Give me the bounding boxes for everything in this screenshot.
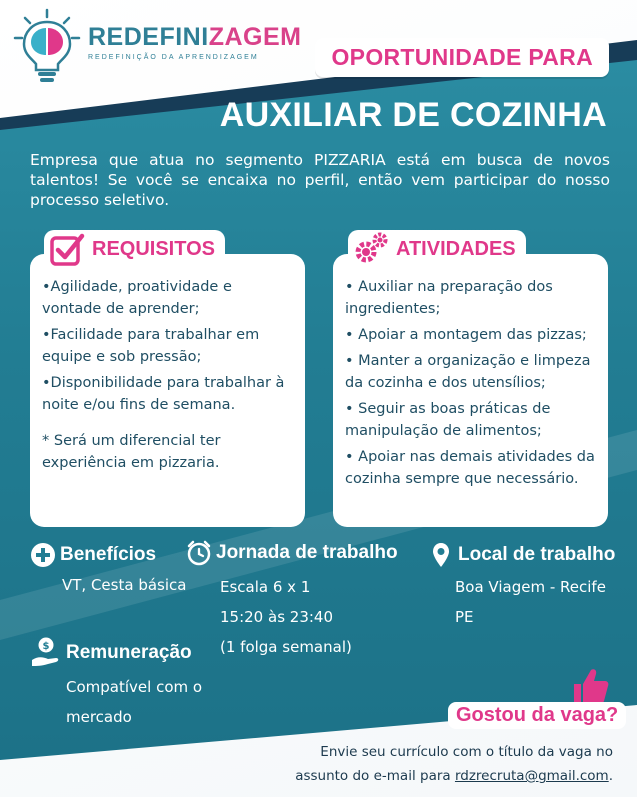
benefits-heading: Benefícios [30, 542, 156, 568]
activities-card [333, 254, 608, 527]
opportunity-pill: OPORTUNIDADE PARA [315, 38, 609, 77]
requirement-item: •Facilidade para trabalhar em equipe e sob pressão; [42, 327, 260, 365]
activities-heading [348, 230, 526, 268]
liked-the-job-label: Gostou da vaga? [448, 702, 626, 729]
requirements-card [30, 254, 305, 527]
activities-title: ATIVIDADES [396, 237, 516, 260]
brand-name: REDEFINIZAGEM [88, 23, 302, 51]
schedule-heading: Jornada de trabalho [186, 540, 398, 566]
map-pin-icon [428, 542, 454, 568]
schedule-text: Escala 6 x 1 15:20 às 23:40 (1 folga semanal) [220, 578, 352, 656]
svg-text:$: $ [42, 641, 50, 652]
contact-email-link[interactable]: rdzrecruta@gmail.com [454, 768, 609, 784]
gears-icon [352, 230, 390, 268]
activity-item: • Seguir as boas práticas de manipulação de alimentos; [345, 401, 551, 439]
requirements-title: REQUISITOS [92, 237, 215, 260]
apply-instructions: Envie seu currículo com o título da vaga no assunto do e-mail para rdzrecruta@gmail.com. [295, 744, 613, 784]
benefits-text: VT, Cesta básica [62, 576, 187, 594]
alarm-clock-icon [186, 540, 212, 566]
activity-item: • Apoiar nas demais atividades da cozinha sempre que necessário. [345, 449, 595, 487]
activity-item: • Manter a organização e limpeza da cozinha e dos utensílios; [345, 353, 591, 391]
requirements-heading [44, 230, 225, 268]
salary-heading: $ Remuneração [30, 636, 192, 670]
requirement-item: •Agilidade, proatividade e vontade de aprender; [42, 279, 232, 317]
activity-item: • Auxiliar na preparação dos ingredientes; [345, 279, 553, 317]
plus-circle-icon [30, 542, 56, 568]
job-title: AUXILIAR DE COZINHA [219, 96, 607, 134]
requirement-note: * Será um diferencial ter experiência em pizzaria. [42, 433, 221, 471]
requirement-item: •Disponibilidade para trabalhar à noite e/ou fins de semana. [42, 375, 285, 413]
brand-logo [12, 8, 301, 86]
lightbulb-brain-icon [12, 8, 82, 86]
location-text: Boa Viagem - Recife PE [455, 578, 606, 626]
intro-paragraph: Empresa que atua no segmento PIZZARIA está em busca de novos talentos! Se você se encaixa no perfil, então vem participar do nosso processo seletivo. [30, 151, 610, 209]
brand-tagline: REDEFINIÇÃO DA APRENDIZAGEM [88, 54, 259, 61]
location-heading: Local de trabalho [428, 542, 615, 568]
salary-text: Compatível com o mercado [66, 678, 203, 726]
money-hand-icon [30, 636, 62, 670]
activity-item: • Apoiar a montagem das pizzas; [345, 327, 587, 343]
checkbox-icon [48, 230, 86, 268]
